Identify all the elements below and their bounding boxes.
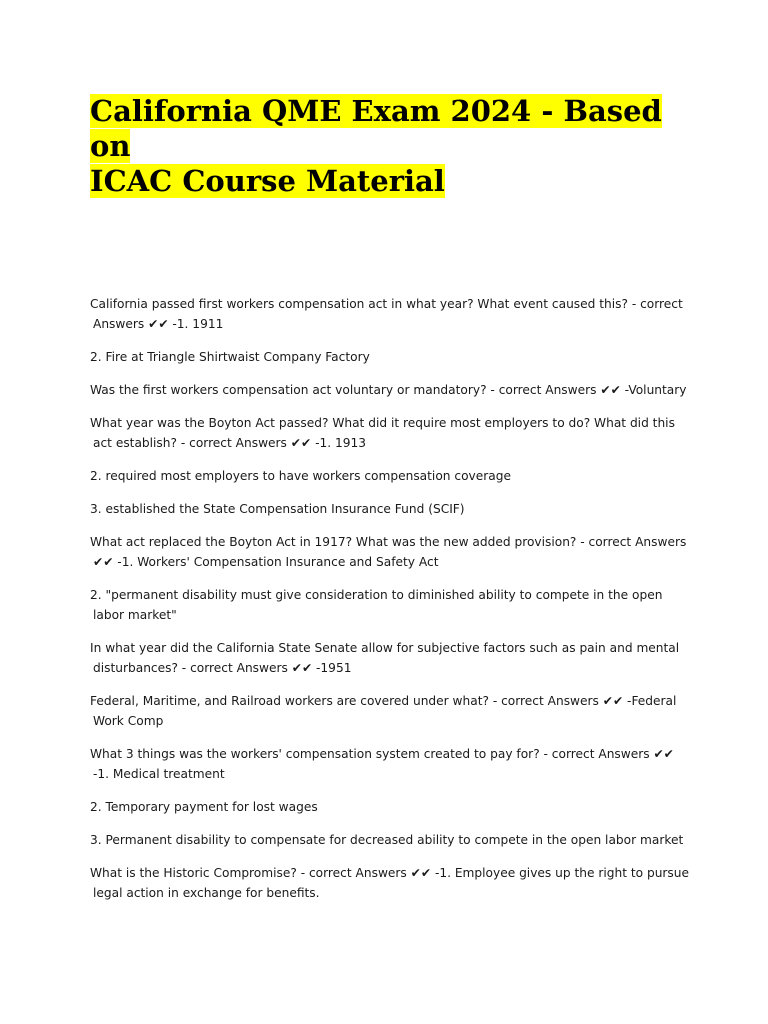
paragraph: California passed first workers compensation act in what year? What event caused this? - correct Answers ✔✔ -1. 1911 — [90, 297, 683, 331]
paragraph: What is the Historic Compromise? - correct Answers ✔✔ -1. Employee gives up the right to pursue legal action in exchange for benefits. — [90, 866, 690, 900]
document-title — [90, 94, 690, 199]
document-body — [90, 294, 690, 916]
paragraph: What act replaced the Boyton Act in 1917? What was the new added provision? - correct Answers ✔✔ -1. Workers' Compensation Insurance and Safety Act — [90, 535, 687, 569]
document-title-line-2: ICAC Course Material — [90, 164, 445, 198]
document-title-line-1: California QME Exam 2024 - Based on — [90, 94, 662, 163]
paragraph: Federal, Maritime, and Railroad workers are covered under what? - correct Answers ✔✔ -Federal Work Comp — [90, 694, 677, 728]
paragraph: 2. required most employers to have workers compensation coverage — [90, 469, 511, 483]
paragraph: 2. Temporary payment for lost wages — [90, 800, 318, 814]
paragraph: In what year did the California State Senate allow for subjective factors such as pain and mental disturbances? - correct Answers ✔✔ -1951 — [90, 641, 680, 675]
paragraph: What 3 things was the workers' compensation system created to pay for? - correct Answers ✔✔ -1. Medical treatment — [90, 747, 674, 781]
paragraph: 3. established the State Compensation Insurance Fund (SCIF) — [90, 502, 465, 516]
paragraph: 2. Fire at Triangle Shirtwaist Company Factory — [90, 350, 370, 364]
paragraph: 2. "permanent disability must give consideration to diminished ability to compete in the open labor market" — [90, 588, 663, 622]
paragraph: What year was the Boyton Act passed? What did it require most employers to do? What did this act establish? - correct Answers ✔✔ -1. 1913 — [90, 416, 675, 450]
paragraph: 3. Permanent disability to compensate for decreased ability to compete in the open labor market — [90, 833, 684, 847]
paragraph: Was the first workers compensation act voluntary or mandatory? - correct Answers ✔✔ -Voluntary — [90, 383, 687, 397]
